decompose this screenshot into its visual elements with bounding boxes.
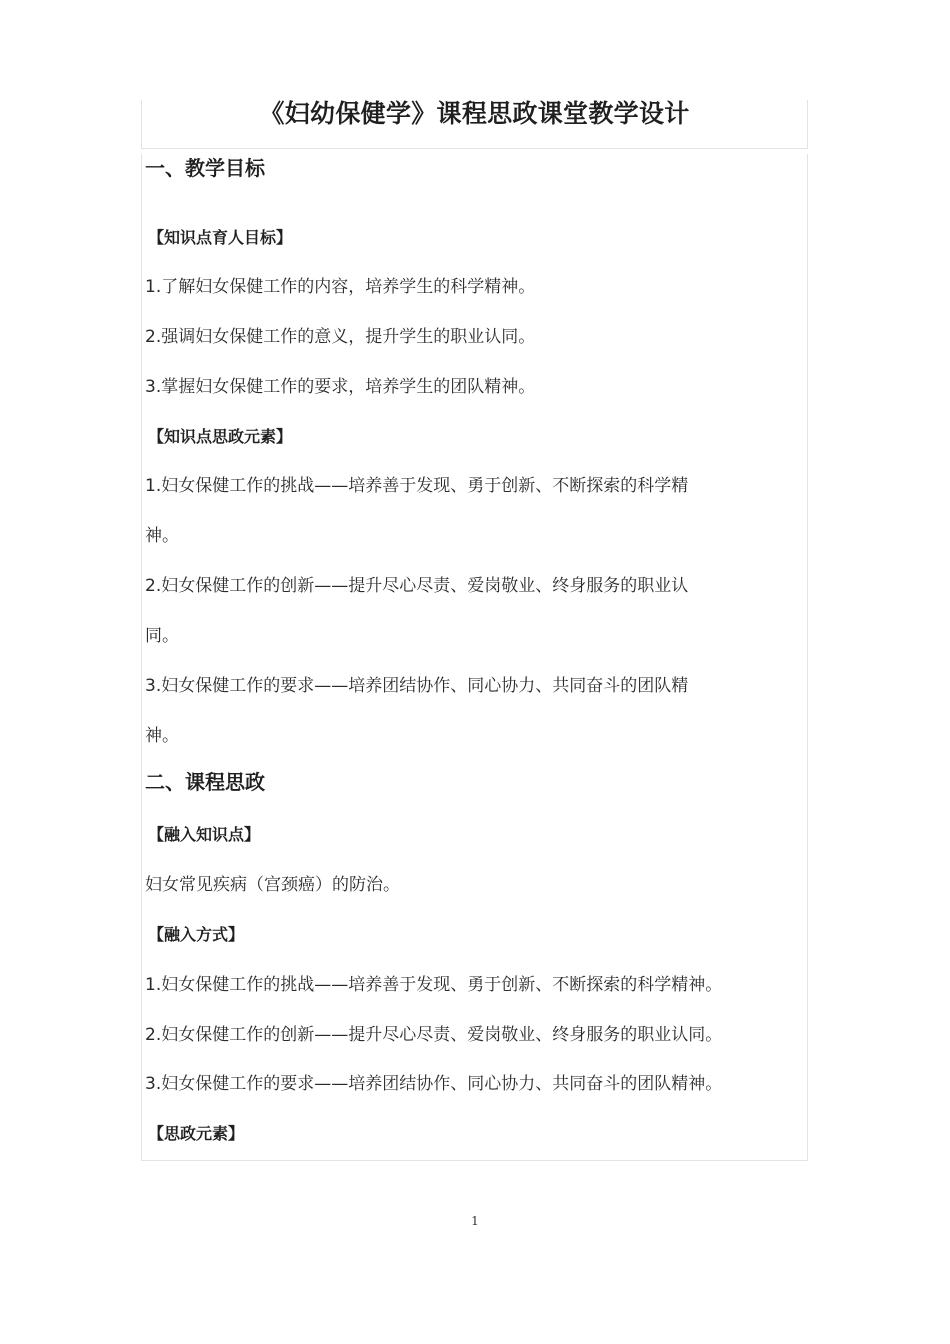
page-number: 1 xyxy=(471,1214,479,1228)
document-title: 《妇幼保健学》课程思政课堂教学设计 xyxy=(259,99,690,128)
element-item-1-line-2: 神。 xyxy=(145,526,179,546)
goal-item-2: 2.强调妇女保健工作的意义，提升学生的职业认同。 xyxy=(145,327,536,347)
goals-label: 【知识点育人目标】 xyxy=(148,228,293,247)
method-item-2: 2.妇女保健工作的创新——提升尽心尽责、爱岗敬业、终身服务的职业认同。 xyxy=(145,1025,723,1045)
content-box xyxy=(141,154,808,1161)
method-label: 【融入方式】 xyxy=(148,925,245,944)
element-item-3-line-2: 神。 xyxy=(145,726,179,746)
elements-label: 【知识点思政元素】 xyxy=(148,427,293,446)
ideology-label: 【思政元素】 xyxy=(148,1124,245,1143)
method-item-1: 1.妇女保健工作的挑战——培养善于发现、勇于创新、不断探索的科学精神。 xyxy=(145,975,723,995)
title-box xyxy=(141,100,808,149)
section-2-heading: 二、课程思政 xyxy=(145,770,265,794)
section-1-heading: 一、教学目标 xyxy=(145,156,265,180)
point-text: 妇女常见疾病（宫颈癌）的防治。 xyxy=(145,875,400,895)
method-item-3: 3.妇女保健工作的要求——培养团结协作、同心协力、共同奋斗的团队精神。 xyxy=(145,1074,723,1094)
element-item-1-line-1: 1.妇女保健工作的挑战——培养善于发现、勇于创新、不断探索的科学精 xyxy=(145,476,689,496)
point-label: 【融入知识点】 xyxy=(148,825,261,844)
goal-item-3: 3.掌握妇女保健工作的要求，培养学生的团队精神。 xyxy=(145,377,536,397)
element-item-2-line-1: 2.妇女保健工作的创新——提升尽心尽责、爱岗敬业、终身服务的职业认 xyxy=(145,576,689,596)
element-item-3-line-1: 3.妇女保健工作的要求——培养团结协作、同心协力、共同奋斗的团队精 xyxy=(145,676,689,696)
element-item-2-line-2: 同。 xyxy=(145,626,179,646)
goal-item-1: 1.了解妇女保健工作的内容，培养学生的科学精神。 xyxy=(145,277,536,297)
